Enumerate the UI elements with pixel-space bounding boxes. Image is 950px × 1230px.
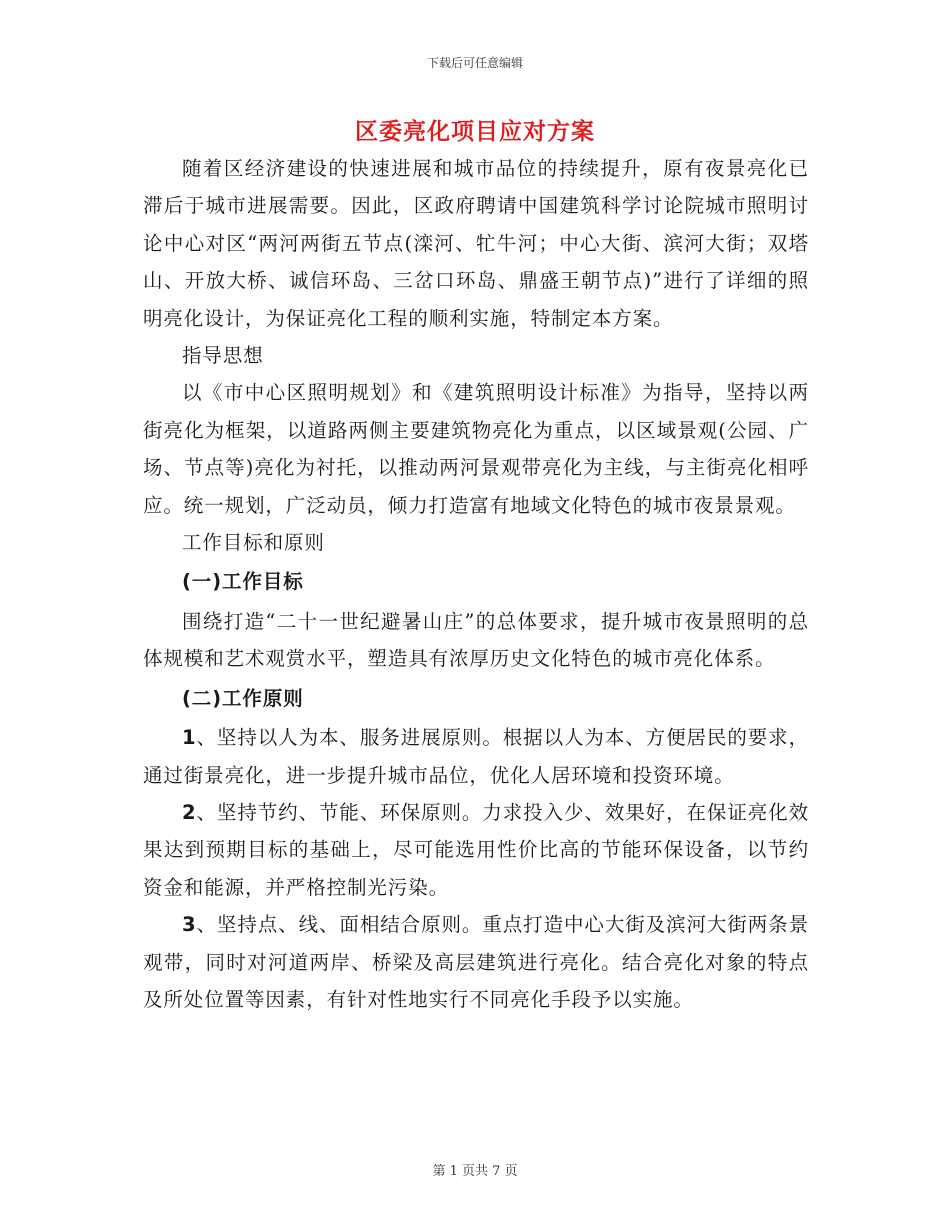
principle-3-number: 3 [182,913,197,937]
intro-paragraph: 随着区经济建设的快速进展和城市品位的持续提升，原有夜景亮化已滞后于城市进展需要。因此，区政府聘请中国建筑科学讨论院城市照明讨论中心对区“两河两街五节点(滦河、牤牛河；中心大街、滨河大街；双塔山、开放大桥、诚信环岛、三岔口环岛、鼎盛王朝节点)”进行了详细的照明亮化设计，为保证亮化工程的顺利实施，特制定本方案。 [143,157,809,330]
principle-1-number: 1 [182,726,197,750]
principle-sub-heading: (二)工作原则 [182,686,304,710]
principle-2 [143,794,809,906]
document-title: 区委亮化项目应对方案 [355,118,595,145]
guide-heading: 指导思想 [182,344,264,368]
principle-3-text: 、坚持点、线、面相结合原则。重点打造中心大街及滨河大街两条景观带，同时对河道两岸、桥梁及高层建筑进行亮化。结合亮化对象的特点及所处位置等因素，有针对性地实行不同亮化手段予以实施。 [143,913,809,1011]
goals-heading: 工作目标和原则 [182,531,325,555]
principle-3 [143,906,809,1018]
goal-sub-heading: (一)工作目标 [182,570,304,594]
page-number-footer: 第 1 页共 7 页 [432,1164,518,1179]
document-body [143,150,809,1018]
header-note: 下载后可任意编辑 [426,56,523,70]
principle-1 [143,719,809,794]
goal-paragraph: 围绕打造“二十一世纪避暑山庄”的总体要求，提升城市夜景照明的总体规模和艺术观赏水平，塑造具有浓厚历史文化特色的城市亮化体系。 [143,609,809,671]
guide-paragraph: 以《市中心区照明规划》和《建筑照明设计标准》为指导，坚持以两街亮化为框架，以道路两侧主要建筑物亮化为重点，以区域景观(公园、广场、节点等)亮化为衬托，以推动两河景观带亮化为主线，与主街亮化相呼应。统一规划，广泛动员，倾力打造富有地域文化特色的城市夜景景观。 [143,381,809,517]
principle-1-text: 、坚持以人为本、服务进展原则。根据以人为本、方便居民的要求，通过街景亮化，进一步提升城市品位，优化人居环境和投资环境。 [143,726,809,787]
principle-2-number: 2 [182,800,197,824]
principle-2-text: 、坚持节约、节能、环保原则。力求投入少、效果好，在保证亮化效果达到预期目标的基础上，尽可能选用性价比高的节能环保设备，以节约资金和能源，并严格控制光污染。 [143,800,809,899]
